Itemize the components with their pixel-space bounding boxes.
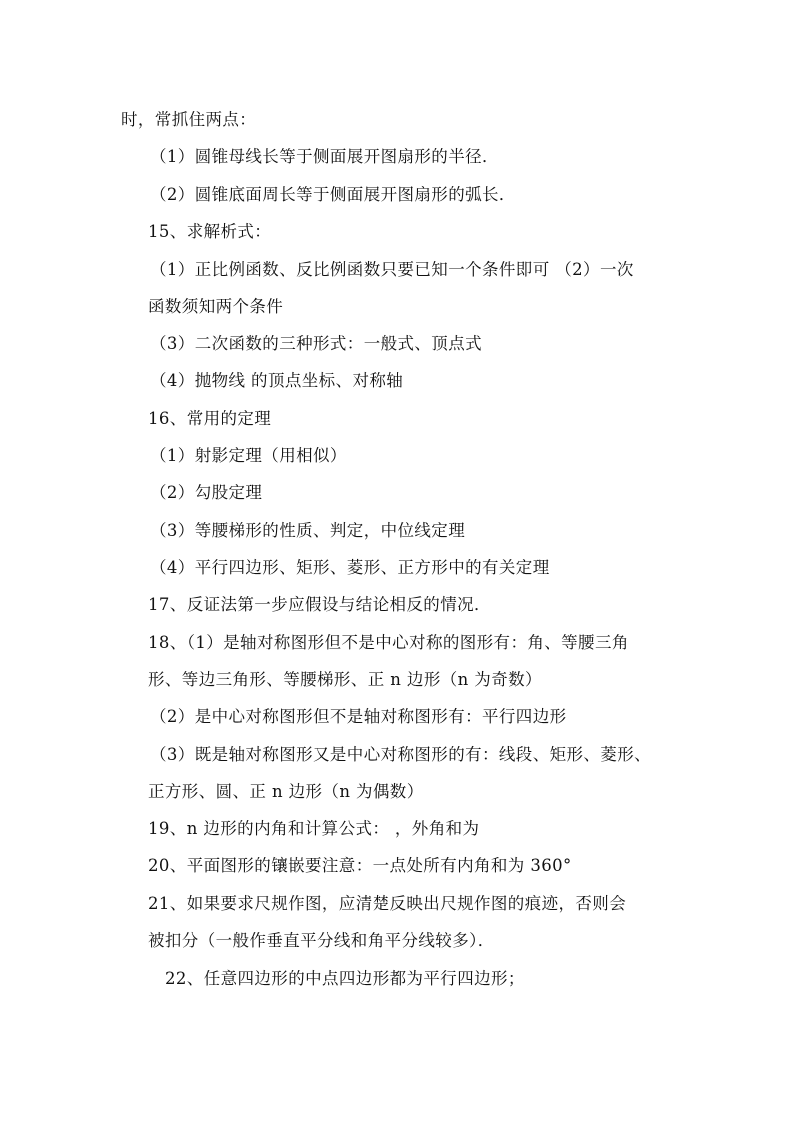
text-line: 时，常抓住两点：: [121, 110, 257, 129]
text-line: （4）平行四边形、矩形、菱形、正方形中的有关定理: [150, 558, 550, 577]
text-line: （1）圆锥母线长等于侧面展开图扇形的半径．: [150, 147, 499, 166]
text-line: （2）勾股定理: [150, 483, 263, 502]
text-line: （3）既是轴对称图形又是中心对称图形的有：线段、矩形、菱形、: [150, 745, 651, 764]
text-line: 被扣分（一般作垂直平分线和角平分线较多）．: [148, 931, 495, 950]
text-line: （3）等腰梯形的性质、判定，中位线定理: [150, 521, 466, 540]
section-heading: 18、（1）是轴对称图形但不是中心对称的图形有：角、等腰三角: [148, 633, 629, 652]
section-heading: 20、平面图形的镶嵌要注意：一点处所有内角和为 360°: [148, 856, 572, 875]
text-line: 函数须知两个条件: [148, 297, 284, 316]
text-line: （3）二次函数的三种形式：一般式、顶点式: [150, 334, 482, 353]
text-line: （4）抛物线 的顶点坐标、对称轴: [150, 371, 404, 390]
text-line: （1）正比例函数、反比例函数只要已知一个条件即可 （2）一次: [150, 260, 634, 279]
section-heading: 16、常用的定理: [148, 409, 272, 428]
section-heading: 21、如果要求尺规作图，应清楚反映出尺规作图的痕迹，否则会: [148, 894, 627, 913]
text-line: （1）射影定理（用相似）: [150, 446, 347, 465]
text-line: （2）是中心对称图形但不是轴对称图形有：平行四边形: [150, 707, 567, 726]
text-line: 形、等边三角形、等腰梯形、正 n 边形（n 为奇数）: [148, 670, 542, 689]
section-heading: 22、任意四边形的中点四边形都为平行四边形；: [165, 969, 525, 988]
section-heading: 15、求解析式：: [148, 222, 272, 241]
section-heading: 19、n 边形的内角和计算公式： ，外角和为: [148, 819, 480, 838]
text-line: （2）圆锥底面周长等于侧面展开图扇形的弧长．: [150, 185, 516, 204]
text-line: 正方形、圆、正 n 边形（n 为偶数）: [148, 782, 424, 801]
section-heading: 17、反证法第一步应假设与结论相反的情况．: [148, 595, 491, 614]
